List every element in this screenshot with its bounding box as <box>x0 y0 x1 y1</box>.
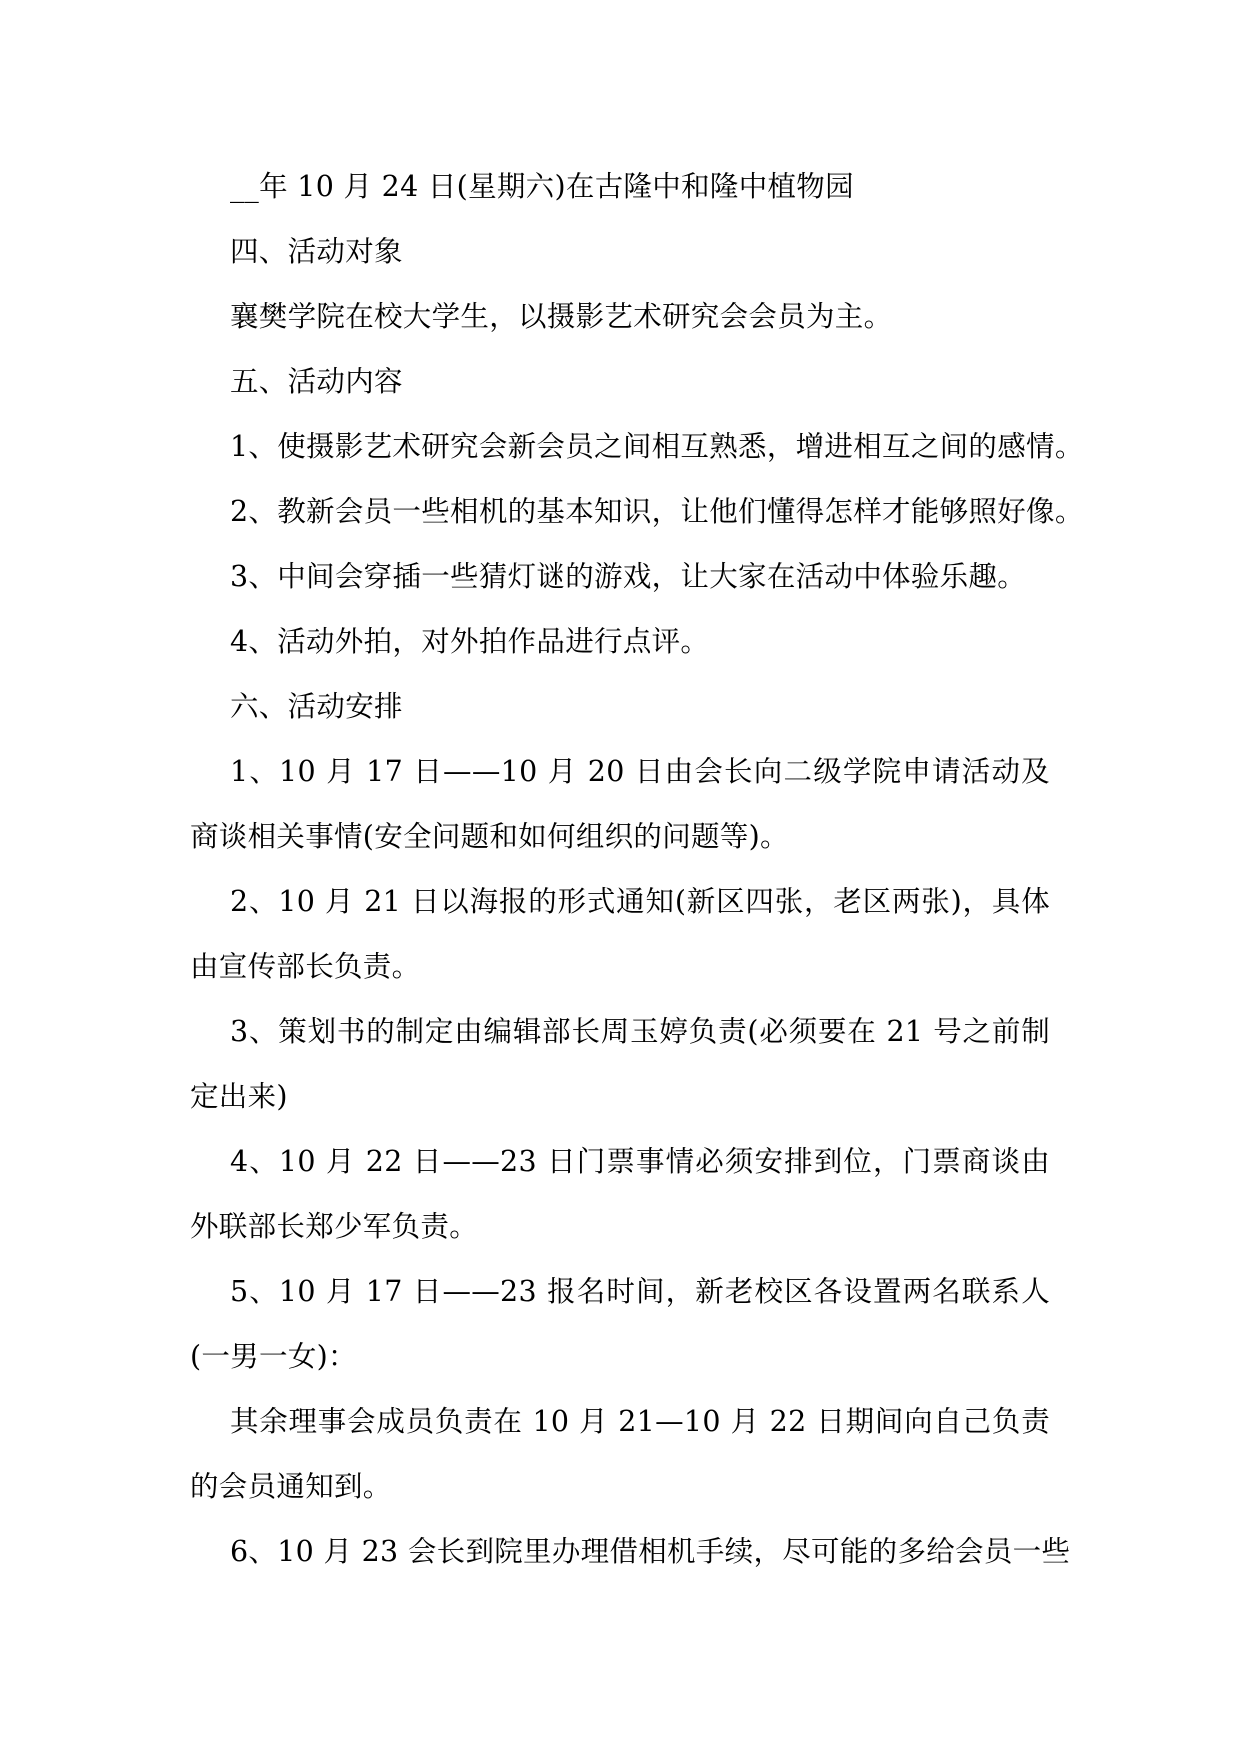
paragraph-content-item-1: 1、使摄影艺术研究会新会员之间相互熟悉，增进相互之间的感情。 <box>230 430 1084 463</box>
heading-activity-target: 四、活动对象 <box>230 235 403 268</box>
paragraph-date-location: __年 10 月 24 日(星期六)在古隆中和隆中植物园 <box>230 170 854 203</box>
heading-activity-content: 五、活动内容 <box>230 365 403 398</box>
paragraph-content-item-4: 4、活动外拍，对外拍作品进行点评。 <box>230 625 710 658</box>
paragraph-arrangement-item-3: 3、策划书的制定由编辑部长周玉婷负责(必须要在 21 号之前制定出来) <box>190 1015 1050 1113</box>
paragraph-arrangement-item-1: 1、10 月 17 日——10 月 20 日由会长向二级学院申请活动及商谈相关事情(安全问题和如何组织的问题等)。 <box>190 755 1050 853</box>
paragraph-arrangement-item-5: 5、10 月 17 日——23 报名时间，新老校区各设置两名联系人(一男一女)： <box>190 1275 1050 1373</box>
paragraph-content-item-2: 2、教新会员一些相机的基本知识，让他们懂得怎样才能够照好像。 <box>230 495 1084 528</box>
heading-activity-arrangement: 六、活动安排 <box>230 690 403 723</box>
paragraph-arrangement-note: 其余理事会成员负责在 10 月 21—10 月 22 日期间向自己负责的会员通知到。 <box>190 1405 1050 1503</box>
paragraph-arrangement-item-2: 2、10 月 21 日以海报的形式通知(新区四张，老区两张)，具体由宣传部长负责。 <box>190 885 1050 983</box>
paragraph-arrangement-item-6: 6、10 月 23 会长到院里办理借相机手续，尽可能的多给会员一些 <box>230 1535 1071 1568</box>
paragraph-content-item-3: 3、中间会穿插一些猜灯谜的游戏，让大家在活动中体验乐趣。 <box>230 560 1027 593</box>
document-body <box>190 154 1084 1584</box>
paragraph-arrangement-item-4: 4、10 月 22 日——23 日门票事情必须安排到位，门票商谈由外联部长郑少军负责。 <box>190 1145 1050 1243</box>
paragraph-activity-target: 襄樊学院在校大学生，以摄影艺术研究会会员为主。 <box>230 300 893 333</box>
